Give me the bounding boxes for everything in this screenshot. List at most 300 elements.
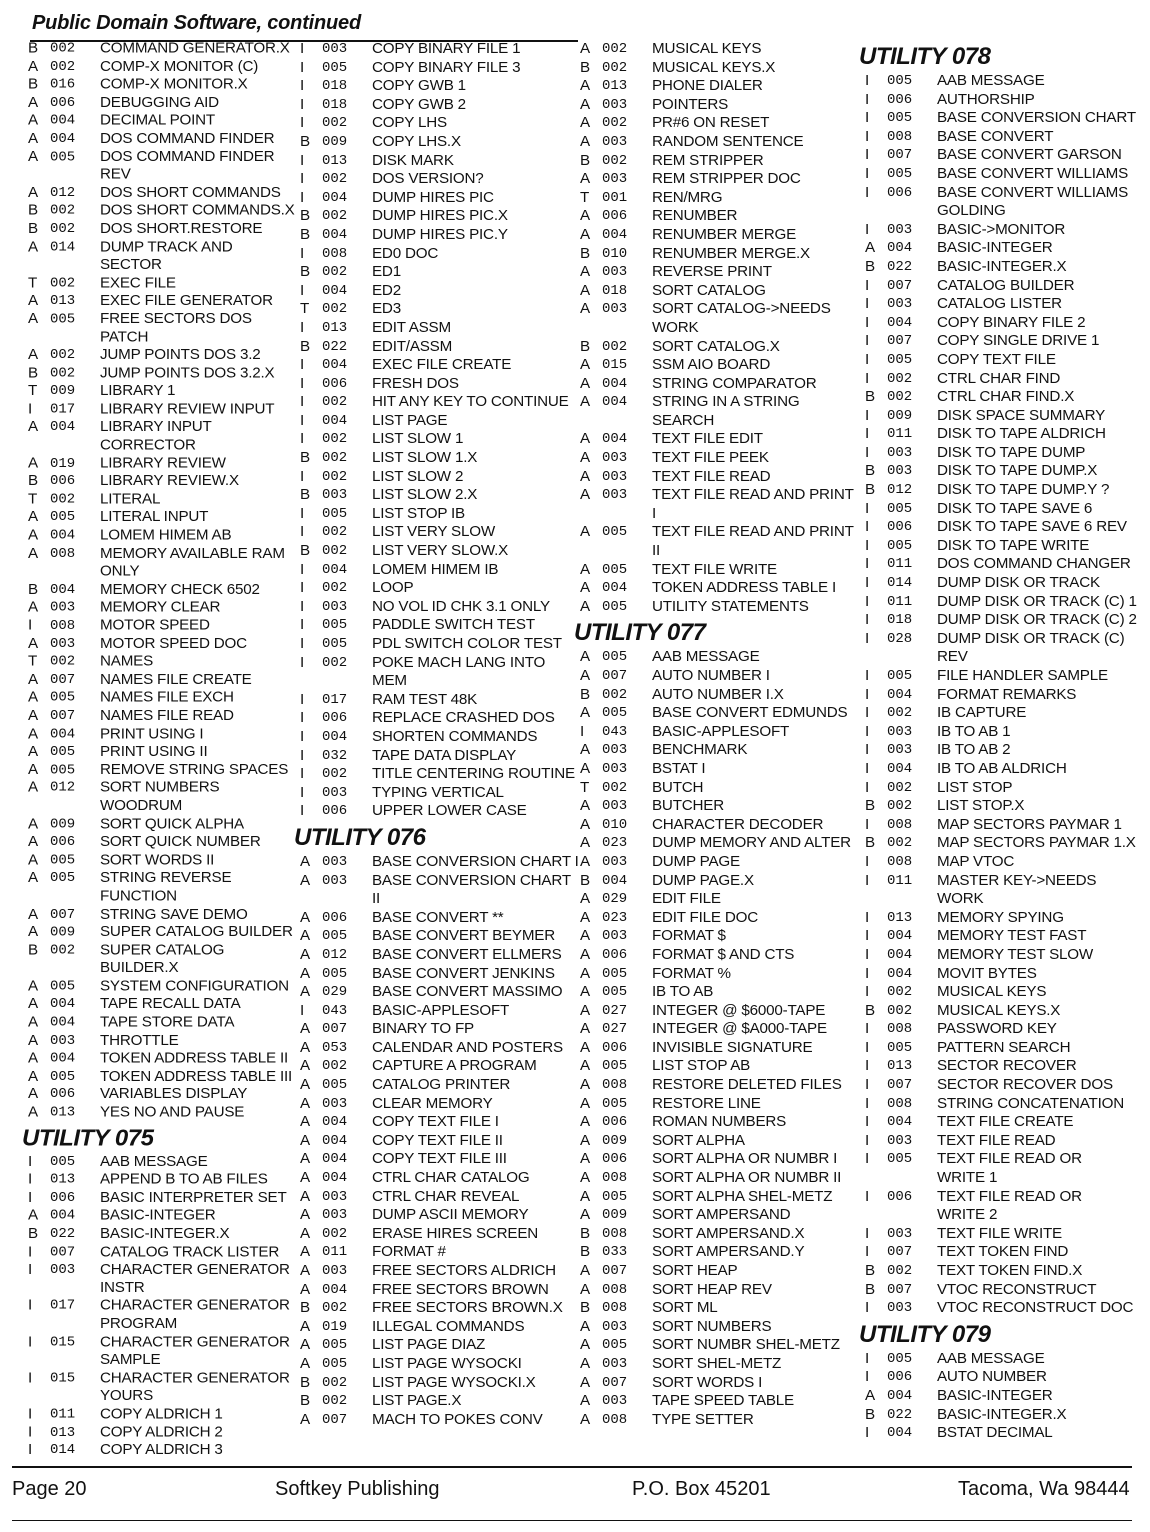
disk-type: A bbox=[300, 1187, 311, 1205]
catalog-entry bbox=[865, 332, 1150, 351]
program-number: 008 bbox=[887, 128, 913, 145]
program-number: 004 bbox=[322, 1170, 348, 1187]
catalog-entry bbox=[865, 853, 1150, 872]
program-name: DISK TO TAPE DUMP.X bbox=[937, 462, 1098, 480]
disk-type: I bbox=[300, 188, 305, 206]
program-name: TEXT FILE READ AND PRINT II bbox=[652, 523, 854, 560]
disk-type: I bbox=[300, 523, 305, 541]
program-name: AUTO NUMBER I bbox=[652, 667, 770, 684]
program-name: SORT WORDS II bbox=[100, 851, 215, 869]
program-name: CHARACTER DECODER bbox=[652, 815, 824, 833]
catalog-entry bbox=[865, 1150, 1150, 1187]
disk-type: A bbox=[580, 1262, 591, 1279]
program-number: 005 bbox=[50, 509, 76, 526]
program-number: 005 bbox=[887, 165, 913, 182]
program-number: 005 bbox=[887, 1350, 913, 1367]
catalog-entry bbox=[580, 486, 870, 523]
disk-type: I bbox=[865, 146, 870, 164]
program-number: 004 bbox=[322, 282, 348, 299]
program-number: 007 bbox=[50, 906, 76, 923]
catalog-entry bbox=[580, 133, 870, 152]
catalog-entry bbox=[580, 430, 870, 449]
disk-type: A bbox=[580, 1020, 591, 1038]
program-name: TOKEN ADDRESS TABLE II bbox=[100, 1049, 289, 1067]
catalog-entry bbox=[865, 425, 1150, 444]
program-name: BASIC->MONITOR bbox=[937, 220, 1066, 238]
disk-type: A bbox=[580, 1150, 591, 1168]
program-number: 006 bbox=[887, 1369, 913, 1386]
catalog-entry bbox=[300, 561, 590, 580]
catalog-entry bbox=[580, 1002, 870, 1021]
program-number: 005 bbox=[50, 311, 76, 328]
program-number: 005 bbox=[602, 1095, 628, 1112]
disk-type: I bbox=[865, 443, 870, 461]
program-number: 004 bbox=[322, 1281, 348, 1298]
catalog-entry bbox=[580, 170, 870, 189]
catalog-entry bbox=[28, 292, 298, 310]
program-name: BASIC-INTEGER bbox=[937, 239, 1053, 257]
catalog-entry bbox=[580, 1336, 870, 1355]
program-number: 003 bbox=[602, 1355, 628, 1372]
disk-type: I bbox=[865, 759, 870, 777]
catalog-entry bbox=[580, 1411, 870, 1430]
catalog-entry bbox=[28, 617, 298, 635]
disk-type: B bbox=[580, 1224, 591, 1242]
disk-type: A bbox=[28, 184, 39, 201]
disk-type: B bbox=[580, 685, 591, 703]
catalog-entry bbox=[300, 468, 590, 487]
catalog-entry bbox=[300, 393, 590, 412]
program-number: 005 bbox=[50, 978, 76, 995]
disk-type: A bbox=[28, 1086, 39, 1103]
disk-type: I bbox=[865, 1057, 870, 1075]
program-name: IB TO AB ALDRICH bbox=[937, 759, 1067, 777]
program-number: 018 bbox=[602, 282, 628, 299]
program-name: CATALOG LISTER bbox=[937, 295, 1062, 313]
program-number: 002 bbox=[602, 686, 628, 703]
catalog-entry bbox=[865, 537, 1150, 556]
program-name: FILE HANDLER SAMPLE bbox=[937, 667, 1108, 684]
section-heading: UTILITY 079 bbox=[859, 1320, 991, 1348]
program-name: DUMP TRACK AND SECTOR bbox=[100, 238, 233, 273]
catalog-entry bbox=[865, 221, 1150, 240]
disk-type: A bbox=[28, 508, 39, 526]
program-name: COPY TEXT FILE II bbox=[372, 1131, 503, 1149]
catalog-entry bbox=[300, 133, 590, 152]
program-number: 004 bbox=[887, 1387, 913, 1404]
disk-type: I bbox=[865, 276, 870, 294]
program-name: TEXT FILE READ OR WRITE 1 bbox=[937, 1150, 1082, 1187]
program-name: INTEGER @ $A000-TAPE bbox=[652, 1020, 827, 1038]
catalog-entry bbox=[865, 500, 1150, 519]
program-number: 004 bbox=[322, 561, 348, 578]
disk-type: I bbox=[865, 852, 870, 870]
program-name: RENUMBER bbox=[652, 207, 738, 225]
disk-type: B bbox=[580, 58, 591, 76]
catalog-entry bbox=[300, 1262, 590, 1281]
program-number: 005 bbox=[887, 500, 913, 517]
disk-type: I bbox=[865, 1150, 870, 1168]
program-number: 003 bbox=[50, 636, 76, 652]
disk-type: A bbox=[28, 544, 39, 562]
disk-type: A bbox=[300, 871, 311, 889]
program-number: 002 bbox=[50, 275, 76, 291]
program-number: 003 bbox=[322, 1207, 348, 1224]
catalog-entry bbox=[28, 996, 298, 1014]
program-number: 011 bbox=[887, 556, 913, 573]
program-number: 013 bbox=[602, 78, 628, 95]
catalog-entry bbox=[28, 274, 298, 292]
catalog-entry bbox=[580, 909, 870, 928]
catalog-entry bbox=[865, 314, 1150, 333]
program-number: 006 bbox=[322, 710, 348, 727]
program-number: 006 bbox=[50, 1086, 76, 1103]
catalog-entry bbox=[28, 1442, 298, 1460]
program-name: IB TO AB 2 bbox=[937, 741, 1011, 759]
catalog-entry bbox=[865, 1262, 1150, 1281]
catalog-entry bbox=[580, 760, 870, 779]
program-name: BENCHMARK bbox=[652, 741, 748, 759]
disk-type: A bbox=[580, 1131, 591, 1149]
disk-type: A bbox=[300, 964, 311, 982]
catalog-entry bbox=[580, 779, 870, 798]
program-name: ERASE HIRES SCREEN bbox=[372, 1224, 539, 1242]
disk-type: T bbox=[28, 382, 38, 400]
program-name: REVERSE PRINT bbox=[652, 263, 772, 281]
program-number: 003 bbox=[602, 742, 628, 759]
column-2 bbox=[294, 40, 590, 1429]
catalog-entry bbox=[865, 1406, 1150, 1425]
program-name: STRING REVERSE FUNCTION bbox=[100, 869, 232, 905]
program-name: LIBRARY REVIEW INPUT bbox=[100, 400, 275, 418]
program-number: 003 bbox=[602, 1318, 628, 1335]
program-name: LIST PAGE DIAZ bbox=[372, 1336, 486, 1354]
page-number: Page 20 bbox=[12, 1478, 87, 1500]
program-name: DUMP PAGE bbox=[652, 852, 740, 870]
program-name: AAB MESSAGE bbox=[652, 648, 760, 666]
disk-type: I bbox=[865, 871, 870, 889]
program-number: 007 bbox=[322, 1021, 348, 1038]
program-name: MUSICAL KEYS bbox=[652, 40, 762, 57]
program-name: DEBUGGING AID bbox=[100, 94, 219, 111]
disk-type: I bbox=[300, 690, 305, 708]
program-name: CLEAR MEMORY bbox=[372, 1094, 493, 1112]
catalog-entry bbox=[300, 189, 590, 208]
catalog-entry bbox=[865, 1132, 1150, 1151]
program-number: 006 bbox=[602, 1151, 628, 1168]
catalog-entry bbox=[865, 1299, 1150, 1318]
catalog-entry bbox=[580, 59, 870, 78]
catalog-entry bbox=[300, 523, 590, 542]
catalog-entry bbox=[28, 130, 298, 148]
program-name: TEXT FILE EDIT bbox=[652, 430, 763, 448]
program-number: 008 bbox=[602, 1281, 628, 1298]
program-name: DECIMAL POINT bbox=[100, 112, 215, 129]
catalog-entry bbox=[28, 779, 298, 815]
catalog-entry bbox=[580, 946, 870, 965]
catalog-entry bbox=[300, 983, 590, 1002]
catalog-entry bbox=[580, 300, 870, 337]
disk-type: A bbox=[580, 1076, 591, 1094]
program-name: AAB MESSAGE bbox=[937, 1349, 1045, 1367]
program-number: 002 bbox=[322, 450, 348, 467]
program-name: SYSTEM CONFIGURATION bbox=[100, 977, 289, 995]
program-number: 004 bbox=[50, 113, 76, 129]
disk-type: I bbox=[865, 704, 870, 722]
catalog-entry bbox=[28, 1171, 298, 1189]
catalog-entry bbox=[580, 1206, 870, 1225]
program-name: FREE SECTORS DOS PATCH bbox=[100, 310, 252, 346]
program-number: 005 bbox=[50, 1068, 76, 1085]
catalog-entry bbox=[580, 375, 870, 394]
disk-type: I bbox=[300, 170, 305, 188]
program-name: SUPER CATALOG BUILDER.X bbox=[100, 941, 225, 977]
program-name: ROMAN NUMBERS bbox=[652, 1113, 787, 1131]
disk-type: A bbox=[580, 1057, 591, 1075]
city-address: Tacoma, Wa 98444 bbox=[958, 1478, 1130, 1500]
catalog-entry bbox=[865, 1225, 1150, 1244]
program-name: LITERAL bbox=[100, 490, 161, 508]
program-name: LIST PAGE WYSOCKI bbox=[372, 1354, 522, 1372]
catalog-entry bbox=[300, 245, 590, 264]
program-name: COPY TEXT FILE I bbox=[372, 1113, 499, 1131]
program-number: 002 bbox=[602, 115, 628, 132]
disk-type: A bbox=[300, 1169, 311, 1187]
program-name: DUMP HIRES PIC bbox=[372, 188, 494, 206]
disk-type: T bbox=[28, 490, 38, 508]
disk-type: A bbox=[580, 207, 591, 225]
program-name: INVISIBLE SIGNATURE bbox=[652, 1038, 813, 1056]
program-name: BUTCH bbox=[652, 778, 704, 796]
catalog-entry bbox=[580, 1039, 870, 1058]
program-number: 006 bbox=[887, 91, 913, 108]
disk-type: I bbox=[300, 374, 305, 392]
program-name: SORT SHEL-METZ bbox=[652, 1354, 782, 1372]
program-number: 008 bbox=[602, 1300, 628, 1317]
publisher-name: Softkey Publishing bbox=[275, 1478, 440, 1500]
program-name: CALENDAR AND POSTERS bbox=[372, 1038, 563, 1056]
program-number: 006 bbox=[322, 909, 348, 926]
program-number: 002 bbox=[887, 1002, 913, 1019]
disk-type: A bbox=[580, 523, 591, 541]
program-number: 003 bbox=[602, 928, 628, 945]
catalog-entry bbox=[865, 723, 1150, 742]
program-name: TEXT FILE PEEK bbox=[652, 449, 769, 467]
program-number: 002 bbox=[602, 59, 628, 76]
program-name: DOS SHORT COMMANDS.X bbox=[100, 202, 295, 219]
program-name: SORT AMPERSAND bbox=[652, 1206, 791, 1224]
program-name: AUTO NUMBER I.X bbox=[652, 685, 784, 703]
program-name: BASE CONVERT WILLIAMS GOLDING bbox=[937, 183, 1129, 220]
program-number: 013 bbox=[887, 909, 913, 926]
column-4 bbox=[859, 40, 1150, 1443]
program-number: 002 bbox=[887, 835, 913, 852]
disk-type: A bbox=[580, 1113, 591, 1131]
disk-type: A bbox=[580, 356, 591, 374]
disk-type: A bbox=[300, 927, 311, 945]
catalog-entry bbox=[580, 1020, 870, 1039]
program-name: APPEND B TO AB FILES bbox=[100, 1171, 268, 1188]
disk-type: A bbox=[580, 597, 591, 615]
program-name: COPY SINGLE DRIVE 1 bbox=[937, 332, 1100, 350]
catalog-entry bbox=[300, 1002, 590, 1021]
catalog-entry bbox=[28, 473, 298, 491]
disk-type: A bbox=[300, 1057, 311, 1075]
catalog-entry bbox=[300, 505, 590, 524]
catalog-entry bbox=[28, 112, 298, 130]
disk-type: B bbox=[865, 257, 876, 275]
catalog-entry bbox=[28, 184, 298, 202]
program-name: SORT QUICK ALPHA bbox=[100, 815, 244, 832]
disk-type: I bbox=[300, 1001, 305, 1019]
program-number: 007 bbox=[602, 1263, 628, 1279]
footer-bottom-rule bbox=[12, 1520, 1132, 1521]
disk-type: A bbox=[28, 671, 39, 688]
program-name: DUMP HIRES PIC.X bbox=[372, 207, 508, 225]
catalog-entry bbox=[300, 654, 590, 691]
program-number: 002 bbox=[322, 1058, 348, 1075]
disk-type: A bbox=[580, 1001, 591, 1019]
program-number: 004 bbox=[887, 1425, 913, 1442]
program-name: DISK TO TAPE DUMP.Y ? bbox=[937, 481, 1110, 499]
disk-type: A bbox=[300, 1336, 311, 1354]
program-name: MUSICAL KEYS.X bbox=[937, 1001, 1061, 1019]
program-name: RESTORE LINE bbox=[652, 1094, 761, 1112]
catalog-entry bbox=[28, 509, 298, 527]
program-number: 002 bbox=[322, 580, 348, 597]
program-number: 012 bbox=[322, 946, 348, 963]
program-number: 005 bbox=[322, 928, 348, 945]
catalog-entry bbox=[580, 393, 870, 430]
disk-type: A bbox=[28, 1067, 39, 1085]
program-name: COPY ALDRICH 3 bbox=[100, 1441, 223, 1459]
disk-type: B bbox=[580, 1243, 591, 1261]
program-number: 004 bbox=[50, 1050, 76, 1067]
disk-type: A bbox=[580, 983, 591, 1001]
disk-type: I bbox=[865, 1187, 870, 1205]
catalog-entry bbox=[300, 946, 590, 965]
catalog-entry bbox=[28, 1086, 298, 1104]
program-number: 006 bbox=[50, 1190, 76, 1206]
catalog-entry bbox=[580, 523, 870, 560]
catalog-entry bbox=[580, 1076, 870, 1095]
catalog-entry bbox=[300, 170, 590, 189]
disk-type: I bbox=[865, 685, 870, 703]
program-number: 014 bbox=[50, 1442, 76, 1459]
disk-type: A bbox=[28, 418, 39, 436]
disk-type: A bbox=[580, 40, 591, 57]
program-number: 032 bbox=[322, 747, 348, 764]
program-number: 006 bbox=[602, 208, 628, 225]
catalog-entry bbox=[865, 797, 1150, 816]
program-number: 004 bbox=[322, 1132, 348, 1149]
catalog-entry bbox=[580, 152, 870, 171]
program-number: 005 bbox=[602, 965, 628, 982]
catalog-entry bbox=[300, 1374, 590, 1393]
program-number: 003 bbox=[50, 600, 76, 616]
catalog-entry bbox=[580, 667, 870, 686]
disk-type: I bbox=[865, 1349, 870, 1367]
catalog-entry bbox=[28, 671, 298, 689]
catalog-entry bbox=[28, 1406, 298, 1424]
disk-type: B bbox=[300, 263, 311, 281]
program-name: POKE MACH LANG INTO MEM bbox=[372, 653, 546, 690]
program-number: 004 bbox=[887, 965, 913, 982]
program-name: SECTOR RECOVER DOS bbox=[937, 1076, 1113, 1094]
disk-type: A bbox=[28, 58, 39, 75]
disk-type: I bbox=[300, 635, 305, 652]
catalog-entry bbox=[865, 444, 1150, 463]
disk-type: I bbox=[865, 1368, 870, 1386]
disk-type: A bbox=[580, 667, 591, 684]
disk-type: A bbox=[580, 263, 591, 281]
disk-type: I bbox=[300, 746, 305, 764]
program-number: 005 bbox=[602, 649, 628, 666]
program-name: UPPER LOWER CASE bbox=[372, 802, 527, 820]
program-number: 005 bbox=[887, 110, 913, 127]
catalog-entry bbox=[865, 1076, 1150, 1095]
program-name: EXEC FILE bbox=[100, 274, 176, 291]
catalog-entry bbox=[28, 725, 298, 743]
disk-type: A bbox=[28, 1031, 39, 1049]
program-name: LOMEM HIMEM AB bbox=[100, 526, 232, 544]
catalog-entry bbox=[28, 653, 298, 671]
program-number: 028 bbox=[887, 630, 913, 647]
program-number: 008 bbox=[602, 1225, 628, 1242]
disk-type: B bbox=[28, 364, 39, 382]
program-number: 005 bbox=[887, 73, 913, 89]
disk-type: A bbox=[28, 112, 39, 129]
catalog-entry bbox=[865, 1095, 1150, 1114]
disk-type: I bbox=[865, 778, 870, 796]
catalog-entry bbox=[28, 1333, 298, 1369]
catalog-entry bbox=[865, 1368, 1150, 1387]
program-name: MUSICAL KEYS bbox=[937, 983, 1047, 1001]
disk-type: A bbox=[580, 964, 591, 982]
program-number: 007 bbox=[887, 147, 913, 164]
disk-type: A bbox=[300, 1150, 311, 1168]
program-number: 004 bbox=[50, 996, 76, 1013]
program-name: AUTHORSHIP bbox=[937, 90, 1035, 108]
disk-type: I bbox=[865, 72, 870, 89]
program-name: LIST SLOW 2 bbox=[372, 467, 464, 485]
catalog-entry bbox=[28, 455, 298, 473]
disk-type: A bbox=[580, 1169, 591, 1187]
program-name: BASIC-INTEGER bbox=[937, 1386, 1053, 1404]
disk-type: A bbox=[28, 454, 39, 472]
disk-type: I bbox=[28, 1333, 33, 1350]
program-name: DOS VERSION? bbox=[372, 170, 484, 188]
program-number: 002 bbox=[50, 942, 76, 959]
program-name: MEMORY TEST FAST bbox=[937, 927, 1087, 945]
program-number: 005 bbox=[602, 598, 628, 615]
disk-type: I bbox=[300, 467, 305, 485]
program-number: 004 bbox=[322, 189, 348, 206]
catalog-entry bbox=[300, 1243, 590, 1262]
disk-type: I bbox=[865, 1243, 870, 1261]
disk-type: A bbox=[28, 1049, 39, 1067]
program-name: REPLACE CRASHED DOS bbox=[372, 709, 555, 727]
program-name: LOOP bbox=[372, 579, 414, 597]
program-name: SORT AMPERSAND.X bbox=[652, 1224, 805, 1242]
program-number: 005 bbox=[602, 561, 628, 578]
disk-type: B bbox=[580, 1299, 591, 1317]
program-number: 009 bbox=[602, 1207, 628, 1224]
disk-type: A bbox=[580, 449, 591, 467]
disk-type: A bbox=[28, 905, 39, 923]
disk-type: I bbox=[300, 77, 305, 95]
catalog-entry bbox=[28, 202, 298, 220]
